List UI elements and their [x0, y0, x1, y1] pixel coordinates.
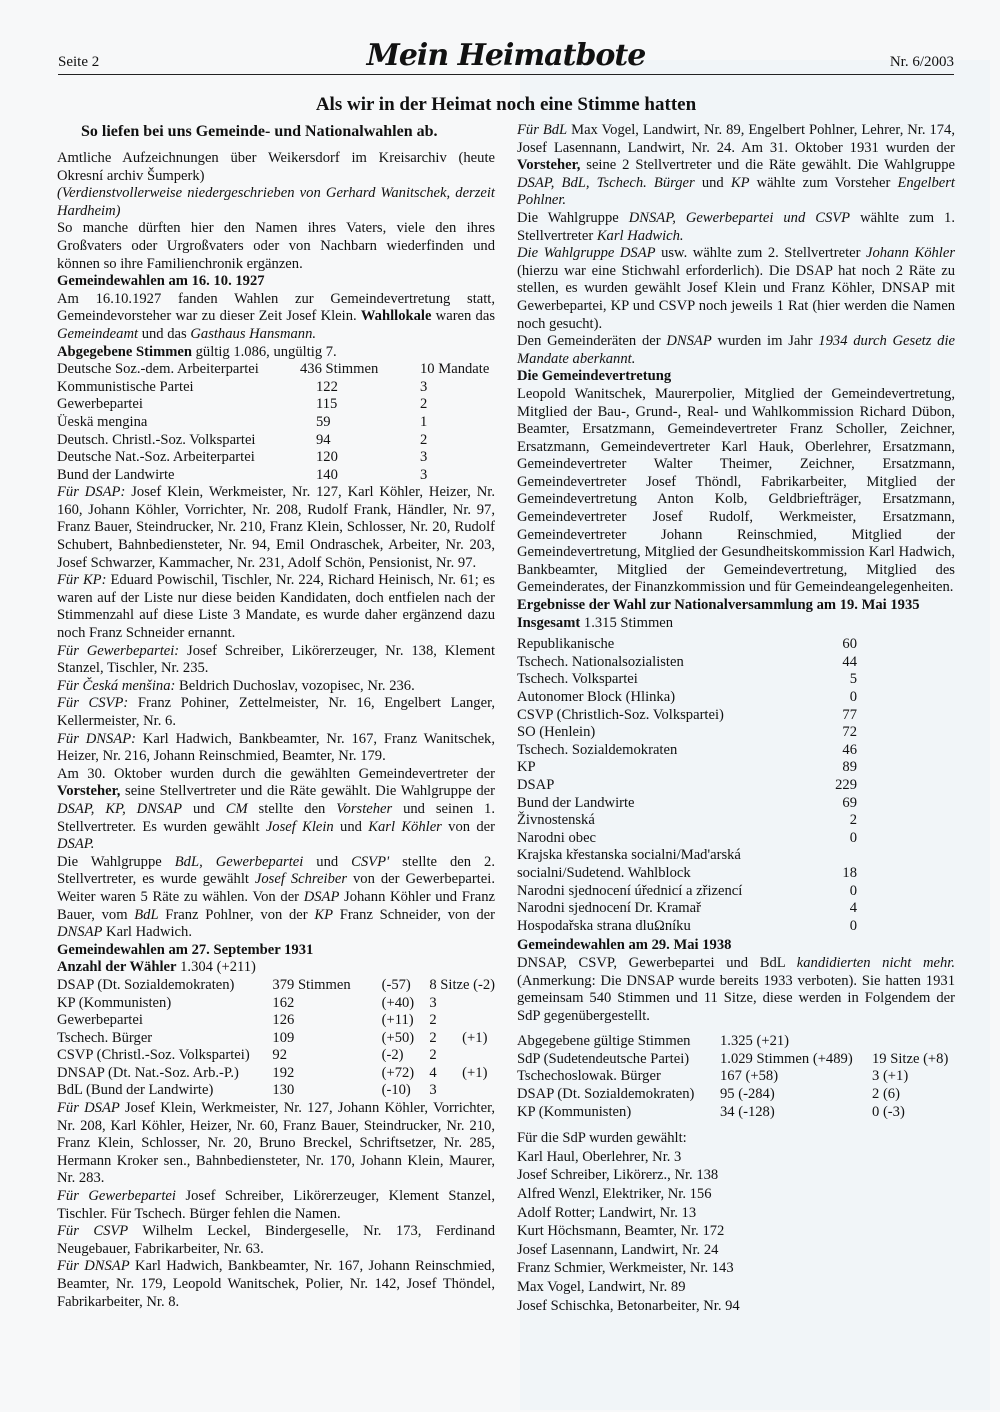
party-votes: 92 — [272, 1047, 287, 1064]
party-seats: 4 (+1) — [429, 1064, 488, 1081]
table-row — [517, 812, 857, 830]
sdp-intro: Für die SdP wurden gewählt: — [517, 1130, 687, 1147]
party-seats: 3 — [429, 1082, 437, 1099]
party-votes: 2 — [849, 812, 857, 829]
voters-1931: Anzahl der Wähler 1.304 (+211) — [57, 959, 256, 976]
table-row — [517, 865, 857, 883]
article-subtitle: So liefen bei uns Gemeinde- und Nationalwahlen ab. — [81, 123, 438, 140]
party-votes: 59 — [316, 413, 331, 430]
party-seats: 2 — [420, 396, 428, 413]
party-seats: 3 — [420, 449, 428, 466]
party-votes: 1.325 (+21) — [720, 1033, 790, 1050]
party-name: Hospodařska strana dluΩníku — [517, 917, 691, 934]
results-table-1938 — [517, 1033, 948, 1121]
party-name: KP (Kommunisten) — [517, 1103, 632, 1120]
table-row — [57, 396, 489, 414]
candidates-kp-1927: Für KP: Eduard Powischil, Tischler, Nr. 224, Richard Heinisch, Nr. 61; es waren auf der Liste nur diese beiden Kandidaten, doch entfielen nach der Stimmenzahl auf diese Liste 3 Mandate, es wurde daher ergänzend dazu noch Franz Schneider ernannt. — [57, 572, 495, 642]
table-row — [517, 900, 857, 918]
party-seats: 3 (+1) — [872, 1068, 909, 1085]
party-votes: 44 — [842, 653, 857, 670]
party-seats — [872, 1033, 948, 1051]
candidates-dsap-1927: Für DSAP: Josef Klein, Werkmeister, Nr. 127, Karl Köhler, Heizer, Nr. 160, Johann Köhler, Vorrichter, Nr. 208, Rudolf Frank, Händler, Nr. 97, Franz Bauer, Steindrucker, Nr. 210, Franz Klein, Schlosser, Nr. 20, Rudolf Schubert, Bahnbediensteter, Nr. 94, Emil Ondraschek, Arbeiter, Nr. 203, Josef Schwarzer, Kammacher, Nr. 231, Adolf Schön, Pensionist, Nr. 97. — [57, 484, 495, 571]
party-name: Abgegebene gültige Stimmen — [517, 1033, 691, 1050]
party-name: Narodni sjednocení úřednicí a zřizencí — [517, 882, 743, 899]
list-item: Josef Schischka, Betonarbeiter, Nr. 94 — [517, 1297, 740, 1314]
party-name: Živnostenská — [517, 812, 595, 829]
list-item: Max Vogel, Landwirt, Nr. 89 — [517, 1279, 686, 1295]
article-title: Als wir in der Heimat noch eine Stimme hatten — [315, 94, 697, 115]
party-seats: 0 (-3) — [872, 1103, 905, 1120]
party-change: (+11) — [381, 1012, 414, 1029]
party-seats: 10 Mandate — [420, 361, 490, 378]
party-change: (+40) — [381, 994, 415, 1011]
party-name: Gewerbepartei — [57, 1012, 143, 1029]
party-votes: 5 — [849, 671, 857, 688]
party-name: Tschech. Volkspartei — [517, 671, 638, 688]
party-votes: 94 — [316, 431, 331, 448]
party-name: Tschechoslowak. Bürger — [517, 1068, 661, 1085]
table-row — [517, 918, 857, 936]
table-row — [57, 1082, 495, 1100]
newspaper-logo: Mein Heimatbote — [366, 38, 646, 73]
party-seats: 2 — [420, 431, 428, 448]
table-row — [57, 467, 489, 485]
party-seats: 3 — [420, 378, 428, 395]
party-name: Gewerbepartei — [57, 396, 143, 413]
party-name: Krajska křestanska socialni/Mad'arská — [517, 847, 741, 864]
party-votes: 115 — [316, 396, 338, 413]
party-votes: 95 (-284) — [720, 1086, 775, 1103]
party-name: CSVP (Christl.-Soz. Volkspartei) — [57, 1047, 250, 1064]
party-votes: 162 — [272, 994, 295, 1011]
heading-1927: Gemeindewahlen am 16. 10. 1927 — [57, 273, 265, 290]
party-change: (+50) — [381, 1029, 415, 1046]
party-name: Tschech. Sozialdemokraten — [517, 741, 678, 758]
table-row — [517, 742, 857, 760]
party-seats: 19 Sitze (+8) — [872, 1050, 949, 1067]
party-name: Tschech. Bürger — [57, 1029, 153, 1046]
party-votes: 69 — [842, 794, 857, 811]
table-row — [57, 379, 489, 397]
party-seats: 1 — [420, 413, 428, 430]
party-seats: 2 — [429, 1012, 437, 1029]
party-votes: 122 — [316, 378, 338, 395]
list-item: Josef Lasennann, Landwirt, Nr. 24 — [517, 1241, 719, 1258]
table-row — [57, 1012, 495, 1030]
party-votes — [835, 847, 857, 865]
table-row — [57, 977, 495, 995]
table-row — [57, 1047, 495, 1065]
nv-total: Insgesamt 1.315 Stimmen — [517, 614, 674, 631]
party-votes: 0 — [849, 917, 857, 934]
list-item: Karl Haul, Oberlehrer, Nr. 3 — [517, 1148, 682, 1165]
table-row — [517, 689, 857, 707]
party-votes: 0 — [849, 882, 857, 899]
party-change: (-10) — [381, 1082, 411, 1099]
party-seats: 3 — [420, 466, 428, 483]
table-row — [57, 449, 489, 467]
party-name: SdP (Sudetendeutsche Partei) — [517, 1050, 690, 1067]
party-votes: 109 — [272, 1029, 295, 1046]
candidates-gew-1931: Für Gewerbepartei Josef Schreiber, Likörerzeuger, Klement Stanzel, Tischler. Für Tschech. Bürger fehlen die Namen. — [57, 1188, 495, 1222]
party-votes: 436 Stimmen — [300, 361, 379, 378]
party-votes: 18 — [842, 864, 857, 881]
list-item: Josef Schreiber, Likörerz., Nr. 138 — [517, 1167, 719, 1184]
candidates-cm-1927: Für Česká menšina: Beldrich Duchoslav, vozopisec, Nr. 236. — [57, 677, 415, 694]
table-row — [517, 1068, 948, 1086]
table-row — [517, 795, 857, 813]
table-row — [517, 883, 857, 901]
candidates-dnsap-1931: Für DNSAP Karl Hadwich, Bankbeamter, Nr. 167, Johann Reinschmied, Beamter, Nr. 179, Leopold Wanitschek, Polier, Nr. 142, Josef Thöndel, Fabrikarbeiter, Nr. 8. — [57, 1258, 495, 1310]
wahlgruppe-paragraph: Die Wahlgruppe BdL, Gewerbepartei und CSVP' stellte den 2. Stellvertreter, es wurde gewählt Josef Schreiber von der Gewerbepartei. Weiter waren 5 Räte zu wählen. Von der DSAP Johann Köhler und Franz Bauer, vom BdL Franz Pohlner, von der KP Franz Schneider, von der DNSAP Karl Hadwich. — [57, 853, 495, 941]
table-row — [517, 759, 857, 777]
party-votes: 34 (-128) — [720, 1103, 775, 1120]
party-change: (+72) — [381, 1064, 415, 1081]
page-number: Seite 2 — [58, 54, 100, 70]
left-column — [57, 122, 495, 1311]
paragraph-1938: DNSAP, CSVP, Gewerbepartei und BdL kandidierten nicht mehr. (Anmerkung: Die DNSAP wurde bereits 1933 verboten). Sie hatten 1931 gemeinsam 540 Stimmen und 11 Sitze, diese werden in Folgendem der SdP gegenübergestellt. — [517, 954, 955, 1024]
party-name: Narodni sjednocení Dr. Kramař — [517, 900, 701, 917]
table-row — [517, 777, 857, 795]
heading-nationalversammlung: Ergebnisse der Wahl zur Nationalversammlung am 19. Mai 1935 — [517, 597, 920, 614]
party-votes: 1.029 Stimmen (+489) — [720, 1050, 853, 1067]
table-row — [517, 830, 857, 848]
list-item: Franz Schmier, Werkmeister, Nr. 143 — [517, 1260, 734, 1277]
party-votes: 130 — [272, 1082, 295, 1099]
table-row — [517, 1086, 948, 1104]
candidates-csvp-1927: Für CSVP: Franz Pohiner, Zettelmeister, Nr. 16, Engelbert Langer, Kellermeister, Nr. 6. — [57, 695, 495, 729]
wahlgruppe-3-paragraph: Die Wahlgruppe DSAP usw. wählte zum 2. Stellvertreter Johann Köhler (hierzu war eine Stichwahl erforderlich). Die DSAP hat noch 2 Räte zu stellen, es wurden gewählt Josef Klein und Franz Köhler, DNSAP mit Gewerbepartei, KP und CSVP noch jeweils 1 Rat (hier werden die Namen noch gesucht). — [517, 245, 955, 332]
table-row — [57, 1030, 495, 1048]
dnsap-mandate-paragraph: Den Gemeinderäten der DNSAP wurden im Jahr 1934 durch Gesetz die Mandate aberkannt. — [517, 333, 955, 367]
heading-gemeindevertretung: Die Gemeindevertretung — [517, 368, 672, 385]
gemeindevertretung-text: Leopold Wanitschek, Maurerpolier, Mitglied der Gemeindevertretung, Mitglied der Bau-, Grund-, Real- und Wahlkommission Richard Dübon, Beamter, Ersatzmann, Gemeindevertreter Franz Scholler, Zeichner, Ersatzmann, Gemeindevertreter Karl Hauk, Oberlehrer, Ersatzmann, Gemeindevertreter Walter Theimer, Zeichner, Ersatzmann, Gemeindevertreter Josef Thöndl, Fabrikarbeiter, Mitglied der Gemeindevertretung Anton Kolb, Geldbriefträger, Ersatzmann, Gemeindevertreter Josef Rudolf, Werkmeister, Ersatzmann, Gemeindevertreter Johann Reinschmied, Mitglied der Gemeindevertretung, Mitglied der Gesundheitskommission Karl Hadwich, Bankbeamter, Mitglied der Gemeindevertretung, Mitglied des Gemeinderates, der Finanzkommission und für Gemeindeangelegenheiten. — [517, 385, 955, 596]
candidates-csvp-1931: Für CSVP Wilhelm Leckel, Bindergeselle, Nr. 173, Ferdinand Neugebauer, Fabrikarbeiter, Nr. 63. — [57, 1223, 495, 1257]
table-row — [57, 1065, 495, 1083]
party-seats: 2 — [429, 1047, 437, 1064]
candidates-gew-1927: Für Gewerbepartei: Josef Schreiber, Likörerzeuger, Nr. 138, Klement Stanzel, Tischler, Nr. 235. — [57, 642, 495, 677]
party-name: Üeskä mengina — [57, 413, 148, 430]
party-name: Kommunistische Partei — [57, 378, 194, 395]
party-name: Autonomer Block (Hlinka) — [517, 689, 676, 705]
intro-note: So manche dürften hier den Namen ihres Vaters, viele den ihres Großvaters oder Urgroßvaters oder von Nachbarn wiederfinden und können so ihre Familienchronik ergänzen. — [57, 220, 495, 272]
party-name: Tschech. Nationalsozialisten — [517, 653, 684, 670]
party-name: Narodni obec — [517, 829, 597, 846]
party-name: Deutsche Nat.-Soz. Arbeiterpartei — [57, 449, 255, 466]
party-name: Deutsch. Christl.-Soz. Volkspartei — [57, 431, 256, 448]
votes-1927: Abgegebene Stimmen gültig 1.086, ungültig 7. — [57, 343, 337, 360]
table-row — [517, 1104, 948, 1122]
page-header — [58, 38, 954, 74]
table-row — [517, 671, 857, 689]
table-row — [517, 636, 857, 654]
party-name: Deutsche Soz.-dem. Arbeiterpartei — [57, 361, 259, 378]
october-election-paragraph: Am 30. Oktober wurden durch die gewählten Gemeindevertreter der Vorsteher, seine Stellvertreter und die Räte gewählt. Die Wahlgruppe der DSAP, KP, DNSAP und CM stellte den Vorsteher und seinen 1. Stellvertreter. Es wurden gewählt Josef Klein und Karl Köhler von der DSAP. — [57, 765, 496, 853]
header-rule — [58, 74, 954, 75]
results-table-1935 — [517, 636, 857, 935]
party-votes: 72 — [842, 724, 857, 741]
table-row — [517, 707, 857, 725]
table-row — [57, 414, 489, 432]
party-votes: 0 — [849, 689, 857, 705]
party-name: CSVP (Christlich-Soz. Volkspartei) — [517, 706, 724, 723]
party-seats: 8 Sitze (-2) — [429, 976, 495, 993]
party-votes: 229 — [835, 776, 857, 793]
party-votes: 379 Stimmen — [272, 976, 351, 993]
party-seats: 2 (+1) — [429, 1029, 488, 1046]
intro-credit: (Verdienstvollerweise niedergeschrieben von Gerhard Wanitschek, derzeit Hardheim) — [57, 185, 495, 219]
party-votes: 120 — [316, 449, 338, 466]
party-name: Bund der Landwirte — [517, 794, 635, 811]
party-name: Bund der Landwirte — [57, 466, 175, 483]
table-row — [57, 361, 489, 379]
party-name: DSAP (Dt. Sozialdemokraten) — [57, 976, 235, 993]
table-row — [517, 1033, 948, 1051]
party-votes: 60 — [842, 636, 857, 653]
table-row — [57, 432, 489, 450]
party-name: DSAP — [517, 776, 555, 793]
list-item: Adolf Rotter; Landwirt, Nr. 13 — [517, 1204, 697, 1221]
heading-1938: Gemeindewahlen am 29. Mai 1938 — [517, 937, 732, 954]
heading-1931: Gemeindewahlen am 27. September 1931 — [57, 941, 314, 958]
party-votes: 89 — [842, 759, 857, 776]
party-name: socialni/Sudetend. Wahlblock — [517, 864, 691, 881]
party-votes: 167 (+58) — [720, 1068, 779, 1085]
candidates-dnsap-1927: Für DNSAP: Karl Hadwich, Bankbeamter, Nr. 167, Franz Wanitschek, Heizer, Nr. 216, Johann Reinschmied, Beamter, Nr. 179. — [57, 730, 495, 765]
issue-number: Nr. 6/2003 — [889, 54, 954, 70]
sdp-elected-list — [517, 1148, 955, 1315]
table-row — [517, 1051, 948, 1069]
party-votes: 0 — [849, 829, 857, 846]
candidates-bdl-1931: Für BdL Max Vogel, Landwirt, Nr. 89, Engelbert Pohlner, Lehrer, Nr. 174, Josef Lasennann, Landwirt, Nr. 24. Am 31. Oktober 1931 wurden der Vorsteher, seine 2 Stellvertreter und die Räte gewählt. Die Wahlgruppe DSAP, BdL, Tschech. Bürger und KP wählte zum Vorsteher Engelbert Pohlner. — [517, 122, 955, 209]
party-seats: 2 (6) — [872, 1086, 900, 1103]
party-change: (-2) — [381, 1047, 404, 1064]
party-name: DSAP (Dt. Sozialdemokraten) — [517, 1086, 695, 1103]
list-item: Alfred Wenzl, Elektriker, Nr. 156 — [517, 1186, 712, 1203]
table-row — [57, 995, 495, 1013]
table-row — [517, 724, 857, 742]
party-name: KP (Kommunisten) — [57, 994, 172, 1011]
paragraph-1927: Am 16.10.1927 fanden Wahlen zur Gemeindevertretung statt, Gemeindevorsteher war zu dieser Zeit Josef Klein. Wahllokale waren das Gemeindeamt und das Gasthaus Hansmann. — [57, 290, 495, 342]
intro-paragraph: Amtliche Aufzeichnungen über Weikersdorf im Kreisarchiv (heute Okresní archiv Šumperk) — [57, 150, 495, 184]
wahlgruppe-2-paragraph: Die Wahlgruppe DNSAP, Gewerbepartei und CSVP wählte zum 1. Stellvertreter Karl Hadwich. — [517, 209, 955, 244]
party-name: Republikanische — [517, 636, 615, 653]
party-votes: 192 — [272, 1064, 295, 1081]
party-votes: 140 — [316, 466, 338, 483]
list-item: Kurt Höchsmann, Beamter, Nr. 172 — [517, 1223, 725, 1240]
party-name: DNSAP (Dt. Nat.-Soz. Arb.-P.) — [57, 1064, 239, 1081]
results-table-1931 — [57, 977, 495, 1100]
party-name: SO (Henlein) — [517, 724, 596, 741]
right-column — [517, 122, 955, 1315]
party-votes: 46 — [842, 741, 857, 758]
table-row — [517, 654, 857, 672]
party-seats: 3 — [429, 994, 437, 1011]
candidates-dsap-1931: Für DSAP Josef Klein, Werkmeister, Nr. 127, Johann Köhler, Vorrichter, Nr. 208, Karl Köhler, Heizer, Nr. 60, Franz Bauer, Steindrucker, Nr. 210, Franz Klein, Schlosser, Nr. 20, Bruno Breckel, Schriftsetzer, Nr. 285, Hermann Kroker sen., Bahnbediensteter, Nr. 170, Johann Klein, Maurer, Nr. 283. — [57, 1100, 495, 1187]
party-name: KP — [517, 759, 536, 776]
party-votes: 4 — [849, 900, 857, 917]
table-row — [517, 847, 857, 865]
party-change: (-57) — [381, 976, 411, 993]
party-votes: 77 — [842, 706, 857, 723]
party-name: BdL (Bund der Landwirte) — [57, 1082, 214, 1099]
party-votes: 126 — [272, 1012, 295, 1029]
results-table-1927 — [57, 361, 489, 484]
